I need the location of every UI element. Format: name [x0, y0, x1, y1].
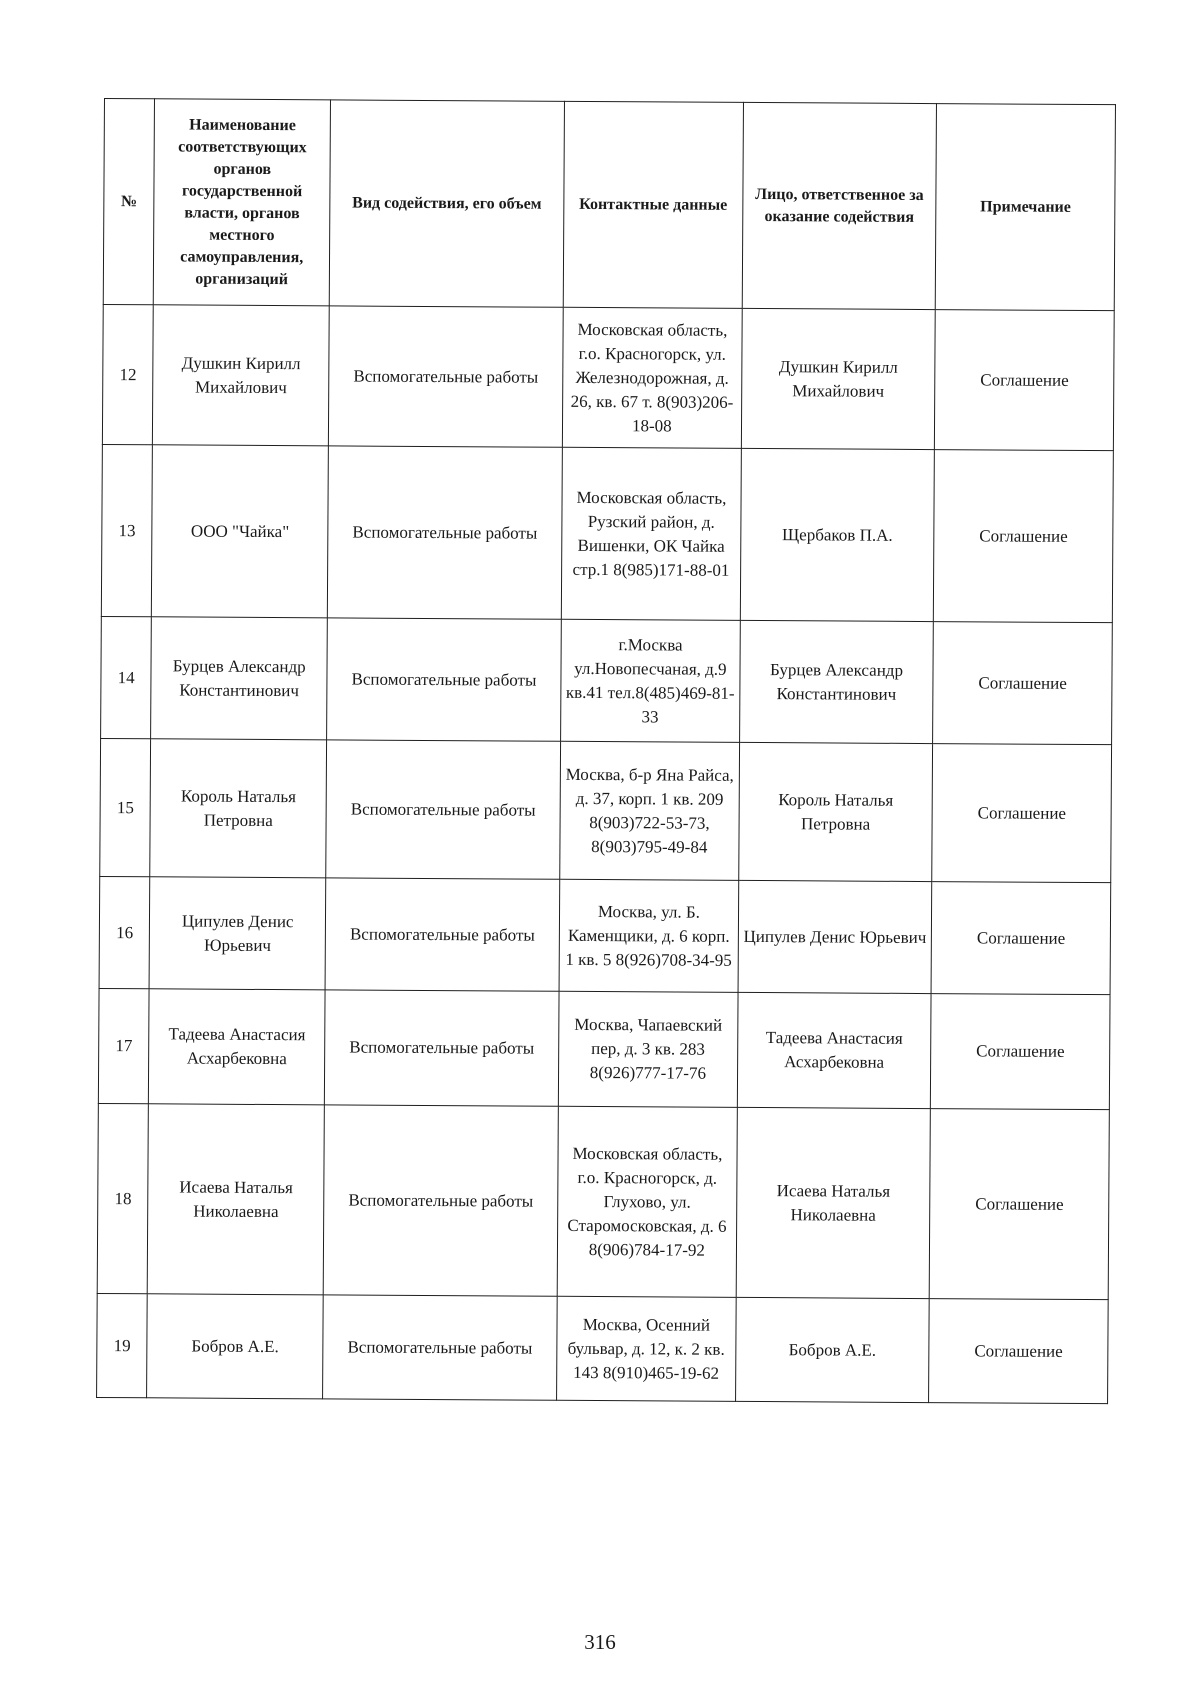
row-num: 12 [102, 304, 153, 444]
header-responsible-person: Лицо, ответственное за оказание содействия [742, 102, 937, 309]
row-note: Соглашение [934, 450, 1114, 623]
row-note: Соглашение [932, 744, 1111, 883]
row-assistance-kind: Вспомогательные работы [323, 1295, 558, 1400]
row-num: 13 [101, 444, 152, 616]
row-organization-name: Бобров А.Е. [147, 1294, 323, 1399]
row-contact-data: Москва, б-р Яна Райса, д. 37, корп. 1 кв. 209 8(903)722-53-73, 8(903)795-49-84 [560, 741, 739, 880]
assistance-table [96, 98, 1116, 1404]
row-responsible-person: Тадеева Анастасия Асхарбековна [737, 992, 931, 1108]
row-organization-name: Король Наталья Петровна [150, 739, 326, 878]
row-organization-name: ООО "Чайка" [152, 445, 329, 618]
row-num: 15 [100, 738, 151, 876]
row-responsible-person: Ципулев Денис Юрьевич [738, 880, 932, 993]
table-row [100, 738, 1112, 882]
row-num: 14 [101, 616, 152, 738]
row-note: Соглашение [931, 994, 1110, 1110]
table-row [98, 988, 1110, 1109]
row-note: Соглашение [929, 1299, 1108, 1404]
row-assistance-kind: Вспомогательные работы [328, 306, 563, 447]
row-assistance-kind: Вспомогательные работы [326, 740, 561, 879]
row-num: 19 [97, 1293, 148, 1397]
row-responsible-person: Исаева Наталья Николаевна [736, 1107, 931, 1298]
table-row [102, 304, 1114, 450]
row-responsible-person: Душкин Кирилл Михайлович [741, 308, 936, 449]
row-assistance-kind: Вспомогательные работы [325, 878, 560, 991]
table-row [97, 1103, 1109, 1299]
row-contact-data: Московская область, г.о. Красногорск, д. Глухово, ул. Старомосковская, д. 6 8(906)784-17-92 [557, 1106, 737, 1297]
row-organization-name: Душкин Кирилл Михайлович [153, 305, 329, 446]
row-contact-data: Москва, Чапаевский пер, д. 3 кв. 283 8(926)777-17-76 [558, 991, 737, 1107]
row-note: Соглашение [930, 1109, 1110, 1300]
page-number: 316 [584, 1630, 616, 1654]
row-assistance-kind: Вспомогательные работы [327, 618, 562, 741]
header-contact-data: Контактные данные [563, 101, 743, 308]
row-note: Соглашение [933, 622, 1112, 745]
row-note: Соглашение [935, 310, 1114, 451]
header-assistance-kind: Вид содействия, его объем [329, 100, 564, 307]
row-num: 17 [98, 988, 149, 1103]
row-responsible-person: Король Наталья Петровна [738, 742, 933, 881]
row-organization-name: Ципулев Денис Юрьевич [149, 877, 325, 990]
row-contact-data: Москва, ул. Б. Каменщики, д. 6 корп. 1 кв. 5 8(926)708-34-95 [559, 879, 738, 992]
header-note: Примечание [936, 104, 1116, 311]
row-num: 16 [99, 876, 150, 988]
table-row [97, 1293, 1109, 1403]
row-responsible-person: Бурцев Александр Константинович [739, 620, 933, 743]
row-assistance-kind: Вспомогательные работы [327, 446, 562, 619]
row-organization-name: Исаева Наталья Николаевна [148, 1104, 325, 1295]
row-contact-data: Московская область, Рузский район, д. Вишенки, ОК Чайка стр.1 8(985)171-88-01 [561, 447, 741, 620]
row-responsible-person: Бобров А.Е. [735, 1297, 929, 1402]
row-contact-data: Москва, Осенний бульвар, д. 12, к. 2 кв. 143 8(910)465-19-62 [557, 1296, 736, 1401]
table-row [101, 444, 1113, 622]
row-note: Соглашение [931, 882, 1110, 995]
row-organization-name: Тадеева Анастасия Асхарбековна [149, 989, 325, 1105]
table-row [101, 616, 1113, 744]
table-row [99, 876, 1111, 994]
row-organization-name: Бурцев Александр Константинович [151, 617, 327, 740]
row-responsible-person: Щербаков П.А. [740, 448, 935, 621]
table-header-row [103, 99, 1115, 311]
row-assistance-kind: Вспомогательные работы [323, 1105, 558, 1296]
row-contact-data: Московская область, г.о. Красногорск, ул. Железнодорожная, д. 26, кв. 67 т. 8(903)206-18-08 [562, 307, 741, 448]
header-num: № [103, 99, 155, 305]
row-contact-data: г.Москва ул.Новопесчаная, д.9 кв.41 тел.8(485)469-81-33 [561, 619, 740, 742]
row-num: 18 [97, 1103, 149, 1293]
row-assistance-kind: Вспомогательные работы [324, 990, 559, 1106]
header-organization-name: Наименование соответствующих органов государственной власти, органов местного самоуправления, организаций [154, 99, 331, 306]
